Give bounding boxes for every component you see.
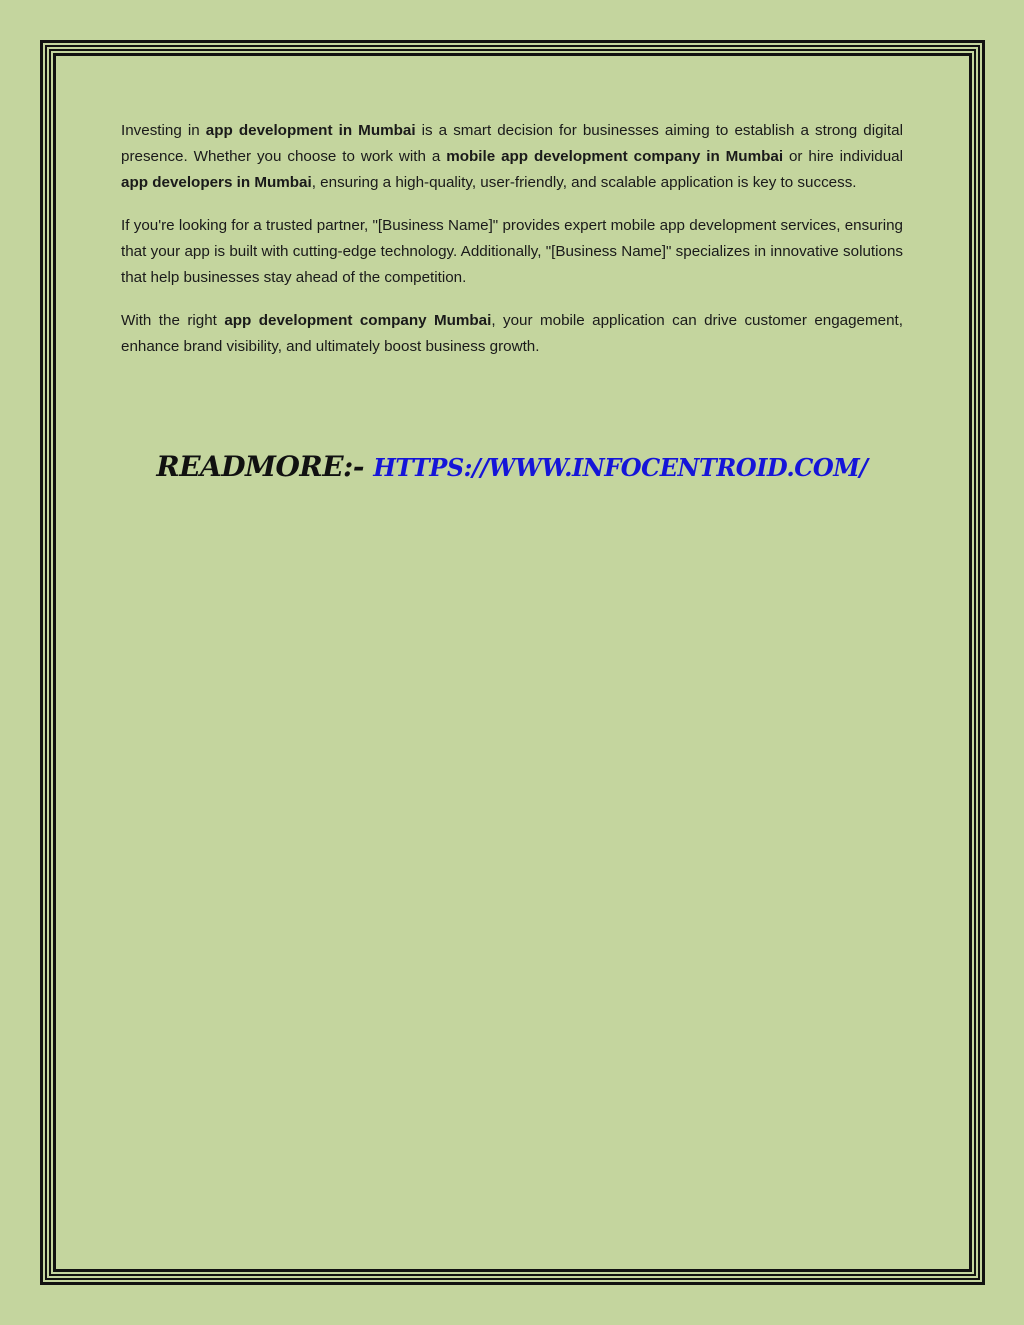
keyword-mobile-app-development-company: mobile app development company in Mumbai bbox=[446, 148, 784, 165]
text-segment: Investing in bbox=[121, 122, 206, 139]
readmore-line bbox=[0, 450, 1024, 483]
text-segment: or hire individual bbox=[783, 148, 903, 165]
text-segment: is a smart decision for businesses aiming to establish a strong digital presence. Whether you choose to work with a bbox=[121, 122, 903, 165]
text-segment: , ensuring a high-quality, user-friendly, and scalable application is key to success. bbox=[311, 174, 857, 191]
text-segment: With the right bbox=[121, 312, 225, 329]
article-body bbox=[121, 118, 903, 377]
readmore-link[interactable]: HTTPS://WWW.INFOCENTROID.COM/ bbox=[373, 453, 868, 482]
keyword-app-development-in-mumbai: app development in Mumbai bbox=[205, 122, 416, 139]
text-segment: If you're looking for a trusted partner, "[Business Name]" provides expert mobile app development services, ensuring that your app is built with cutting-edge technology. Additionally, "[Business Name]" specializes in innovative solutions that help businesses stay ahead of the competition. bbox=[121, 217, 903, 286]
readmore-label: READMORE:- bbox=[156, 450, 374, 483]
paragraph-conclusion bbox=[121, 308, 903, 360]
paragraph-intro bbox=[121, 118, 903, 196]
keyword-app-developers-in-mumbai: app developers in Mumbai bbox=[121, 174, 312, 191]
text-segment: , your mobile application can drive customer engagement, enhance brand visibility, and ultimately boost business growth. bbox=[121, 312, 903, 355]
paragraph-partner bbox=[121, 213, 903, 291]
keyword-app-development-company-mumbai: app development company Mumbai bbox=[224, 312, 492, 329]
